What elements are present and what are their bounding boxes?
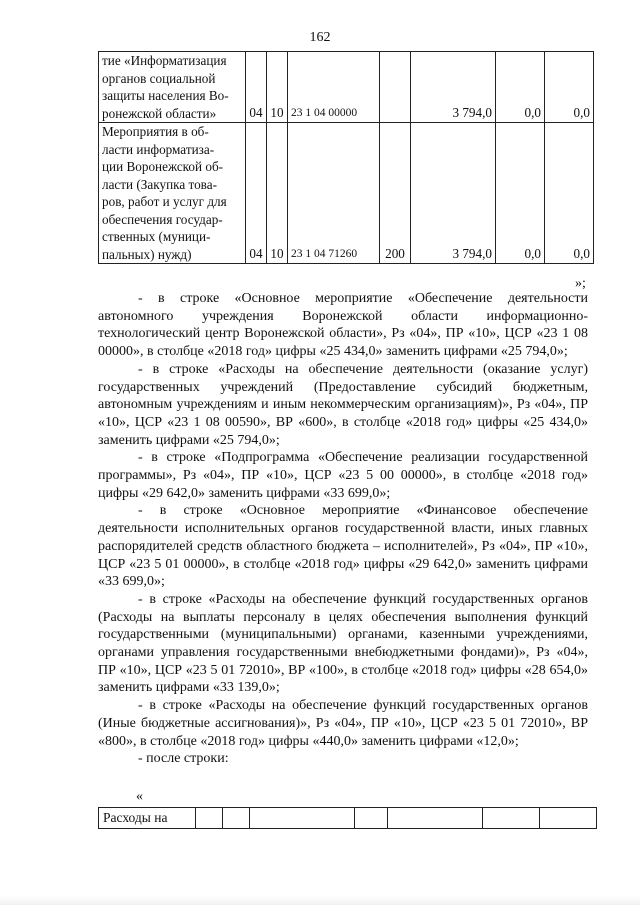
name-line: ственных (муници-: [102, 229, 211, 244]
next-empty-cell: [250, 808, 355, 829]
next-empty-cell: [540, 808, 597, 829]
amendment-paragraph: - после строки:: [138, 751, 229, 767]
vr-cell: [380, 52, 411, 123]
year-2019-cell: 0,0: [496, 52, 545, 123]
name-line: органов социальной: [102, 70, 216, 86]
csr-cell: 23 1 04 71260: [288, 123, 380, 264]
name-line: ронежской области»: [102, 105, 217, 121]
year-2018-cell: 3 794,0: [411, 52, 496, 123]
year-2018-cell: 3 794,0: [411, 123, 496, 264]
rz-cell: 04: [246, 123, 267, 264]
closing-quote: »;: [575, 276, 586, 291]
name-line: ласти информатиза-: [102, 141, 215, 157]
name-line: ров, работ и услуг для: [102, 194, 227, 209]
name-line: обеспечения государ-: [102, 211, 223, 227]
next-empty-cell: [355, 808, 388, 829]
pr-cell: 10: [267, 123, 288, 264]
name-line: тие «Информатизация: [102, 53, 227, 68]
rz-cell: 04: [246, 52, 267, 123]
next-name-cell: Расходы на: [99, 808, 196, 829]
next-empty-cell: [483, 808, 540, 829]
row-name-cell: [99, 52, 246, 123]
next-empty-cell: [196, 808, 223, 829]
amendment-paragraph: - в строке «Расходы на обеспечение деятельности (оказание услуг) государственных учреждений (Предоставление субсидий бюджетным, автономным учреждениям и иным некоммерческим организациям)», Рз «04», ПР «10», ЦСР «23 1 08 00590», ВР «600», в столбце «2018 год» цифры «25 434,0» заменить цифрами «25 794,0»;: [98, 361, 588, 448]
name-line: ции Воронежской об-: [102, 159, 224, 174]
vr-cell: 200: [380, 123, 411, 264]
table-row: [99, 123, 594, 264]
next-empty-cell: [223, 808, 250, 829]
amendment-paragraph: - в строке «Подпрограмма «Обеспечение реализации государственной программы», Рз «04», ПР «10», ЦСР «23 5 00 00000», в столбце «2018 год» цифры «29 642,0» заменить цифрами «33 699,0»;: [98, 450, 588, 501]
name-line: ласти (Закупка това-: [102, 176, 217, 192]
amendment-paragraph: - в строке «Основное мероприятие «Обеспечение деятельности автономного учреждения Воронежской области информационно-технологический центр Воронежской области», Рз «04», ПР «10», ЦСР «23 1 08 00000», в столбце «2018 год» цифры «25 434,0» заменить цифрами «25 794,0»;: [98, 291, 588, 360]
page-number: 162: [309, 30, 331, 45]
row-name-cell: [99, 123, 246, 264]
name-line: Мероприятия в об-: [102, 124, 209, 139]
year-2019-cell: 0,0: [496, 123, 545, 264]
csr-cell: 23 1 04 00000: [288, 52, 380, 123]
amendment-paragraph: - в строке «Расходы на обеспечение функций государственных органов (Иные бюджетные ассигнования)», Рз «04», ПР «10», ЦСР «23 5 01 72010», ВР «800», в столбце «2018 год» цифры «440,0» заменить цифрами «12,0»;: [98, 698, 588, 749]
name-line: защиты населения Во-: [102, 88, 229, 103]
scan-edge: [0, 895, 640, 905]
name-line: пальных) нужд): [102, 246, 192, 262]
year-2020-cell: 0,0: [545, 123, 594, 264]
table-row: [99, 808, 597, 829]
next-table: [98, 807, 597, 829]
table-row: [99, 52, 594, 123]
year-2020-cell: 0,0: [545, 52, 594, 123]
amendment-paragraph: - в строке «Расходы на обеспечение функций государственных органов (Расходы на выплаты персоналу в целях обеспечения выполнения функций государственными (муниципальными) органами, казенными учреждениями, органами управления государственными внебюджетными фондами)», Рз «04», ПР «10», ЦСР «23 5 01 72010», ВР «100», в столбце «2018 год» цифры «28 654,0» заменить цифрами «33 139,0»;: [98, 591, 588, 696]
amendment-paragraph: - в строке «Основное мероприятие «Финансовое обеспечение деятельности исполнительных органов государственной власти, иных главных распорядителей средств областного бюджета – исполнителей», Рз «04», ПР «10», ЦСР «23 5 01 00000», в столбце «2018 год» цифры «29 642,0» заменить цифрами «33 699,0»;: [98, 503, 588, 590]
pr-cell: 10: [267, 52, 288, 123]
amendment-text: [98, 290, 588, 768]
next-empty-cell: [388, 808, 483, 829]
budget-table: [98, 51, 594, 264]
opening-quote: «: [136, 789, 143, 804]
